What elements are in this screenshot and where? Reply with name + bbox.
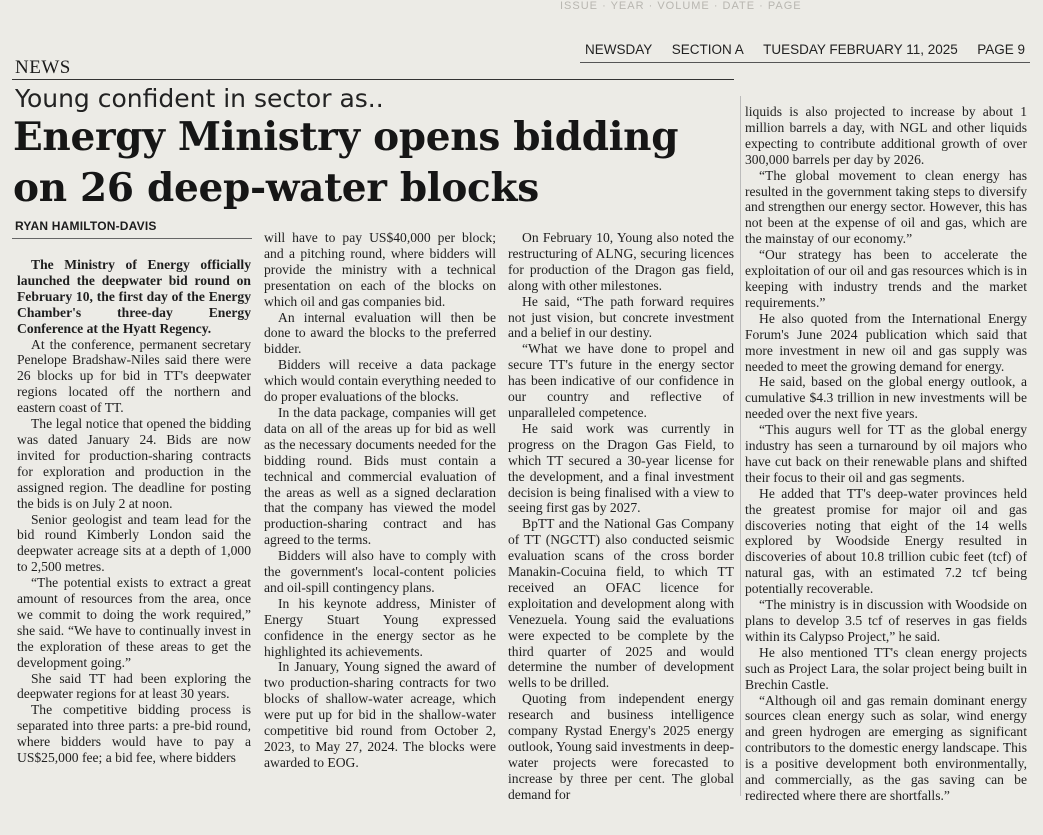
page-masthead <box>585 42 1025 57</box>
paragraph: In the data package, companies will get data on all of the areas up for bid as well as the necessary documents needed for the bidding round. Bids must contain a technical and commercial evaluation of the areas as well as a signed declaration that the company has viewed the model production-sharing contract and has agreed to the terms. <box>264 404 496 548</box>
paragraph: Bidders will also have to comply with the government's local-content policies and oil-spill contingency plans. <box>264 548 496 595</box>
masthead-paper: NEWSDAY <box>585 42 653 57</box>
paragraph: “The potential exists to extract a great amount of resources from the area, once we commit to doing the work required,” she said. “We have to continually invest in the exploration of these areas to get the development going.” <box>17 575 251 670</box>
paragraph: “What we have done to propel and secure TT's future in the energy sector has been indicative of our confidence in our country and reflective of unparalleled competence. <box>508 341 734 420</box>
paragraph: BpTT and the National Gas Company of TT (NGCTT) also conducted seismic evaluation scans of the cross border Manakin-Cocuina field, to which TT received an OFAC licence for exploitation and development along with Venezuela. Young said the evaluations were expected to be complete by the third quarter of 2025 and would determine the number of development wells to be drilled. <box>508 516 734 691</box>
masthead-page: PAGE 9 <box>977 42 1025 57</box>
byline-rule <box>12 238 252 239</box>
paragraph: will have to pay US$40,000 per block; and a pitching round, where bidders will provide the ministry with a technical presentation on each of the blocks on which oil and gas companies bid. <box>264 230 496 309</box>
paragraph: On February 10, Young also noted the restructuring of ALNG, securing licences for production of the Dragon gas field, along with other milestones. <box>508 230 734 293</box>
paragraph: “Although oil and gas remain dominant energy sources clean energy such as solar, wind energy and green hydrogen are emerging as significant contributors to the domestic energy landscape. This is a positive development both environmentally, and commercially, as the gas saving can be redirected where there are shortfalls.” <box>745 692 1027 803</box>
article-column-2 <box>264 230 496 771</box>
paragraph: He said, “The path forward requires not just vision, but concrete investment and a belief in our destiny. <box>508 293 734 341</box>
byline: RYAN HAMILTON-DAVIS <box>15 219 157 233</box>
paragraph: The competitive bidding process is separated into three parts: a pre-bid round, where bidders would have to pay a US$25,000 fee; a bid fee, where bidders <box>17 702 251 766</box>
paragraph: “The ministry is in discussion with Woodside on plans to develop 3.5 tcf of reserves in gas fields within its Calypso Project,” he said. <box>745 597 1027 644</box>
paragraph: An internal evaluation will then be done to award the blocks to the preferred bidder. <box>264 309 496 357</box>
paragraph: The legal notice that opened the bidding was dated January 24. Bids are now invited for production-sharing contracts for exploration and production in the assigned region. The deadline for posting the bids is on July 2 at noon. <box>17 416 251 511</box>
section-rule <box>12 79 734 80</box>
paragraph: Quoting from independent energy research and business intelligence company Rystad Energy's 2025 energy outlook, Young said investments in deep-water projects were forecasted to increase by three per cent. The global demand for <box>508 691 734 802</box>
article-column-4 <box>745 104 1027 804</box>
paragraph: She said TT had been exploring the deepwater regions for at least 30 years. <box>17 670 251 702</box>
paragraph: In his keynote address, Minister of Energy Stuart Young expressed confidence in the energy sector as he highlighted its achievements. <box>264 595 496 659</box>
paragraph: “Our strategy has been to accelerate the exploitation of our oil and gas resources which is in keeping with industry trends and the market requirements.” <box>745 247 1027 310</box>
paragraph: He said work was currently in progress on the Dragon Gas Field, to which TT secured a 30-year license for the development, and a final investment decision is being finalised with a view to seeing first gas by 2027. <box>508 420 734 516</box>
paragraph: Bidders will receive a data package which would contain everything needed to do proper evaluations of the blocks. <box>264 357 496 405</box>
article-column-1 <box>17 257 251 766</box>
paragraph: At the conference, permanent secretary Penelope Bradshaw-Niles said there were 26 blocks up for bid in TT's deepwater regions located off the northern and eastern coast of TT. <box>17 336 251 416</box>
column-divider <box>740 96 741 796</box>
masthead-date: TUESDAY FEBRUARY 11, 2025 <box>763 42 958 57</box>
paragraph: “The global movement to clean energy has resulted in the government taking steps to diversify and strengthen our energy sector. However, this has not been at the expense of oil and gas, which are the mainstay of our economy.” <box>745 167 1027 247</box>
bleed-through-text: ISSUE · YEAR · VOLUME · DATE · PAGE <box>560 0 802 12</box>
article-column-3 <box>508 230 734 803</box>
masthead-rule <box>580 62 1030 63</box>
paragraph: “This augurs well for TT as the global energy industry has seen a turnaround by oil majors who have cut back on their renewable plans and shifted their focus to their oil and gas segments. <box>745 422 1027 485</box>
headline-kicker: Young confident in sector as.. <box>15 84 384 113</box>
paragraph: In January, Young signed the award of two production-sharing contracts for two blocks of shallow-water acreage, which were put up for bid in the shallow-water competitive bid round from October 2, 2023, to May 27, 2024. The blocks were awarded to EOG. <box>264 659 496 770</box>
paragraph: He also quoted from the International Energy Forum's June 2024 publication which said that more investment in new oil and gas supply was needed to meet the growing demand for energy. <box>745 310 1027 374</box>
paragraph: liquids is also projected to increase by about 1 million barrels a day, with NGL and other liquids expecting to contribute additional growth of over 300,000 barrels per day by 2026. <box>745 104 1027 167</box>
section-label: NEWS <box>15 57 71 78</box>
paragraph: Senior geologist and team lead for the bid round Kimberly London said the deepwater acreage sits at a depth of 1,000 to 2,500 metres. <box>17 511 251 575</box>
paragraph: He said, based on the global energy outlook, a cumulative $4.3 trillion in new investments will be needed over the next five years. <box>745 374 1027 422</box>
paragraph: The Ministry of Energy officially launched the deepwater bid round on February 10, the first day of the Energy Chamber's three-day Energy Conference at the Hyatt Regency. <box>17 257 251 336</box>
headline: Energy Ministry opens bidding on 26 deep-water blocks <box>13 114 679 211</box>
paragraph: He added that TT's deep-water provinces held the greatest promise for major oil and gas discoveries noting that eight of the 14 wells explored by Woodside Energy resulted in discoveries of about 10.8 trillion cubic feet (tcf) of natural gas, with an estimated 7.2 tcf being potentially recoverable. <box>745 485 1027 597</box>
paragraph: He also mentioned TT's clean energy projects such as Project Lara, the solar project being built in Brechin Castle. <box>745 644 1027 692</box>
masthead-section: SECTION A <box>671 42 744 57</box>
